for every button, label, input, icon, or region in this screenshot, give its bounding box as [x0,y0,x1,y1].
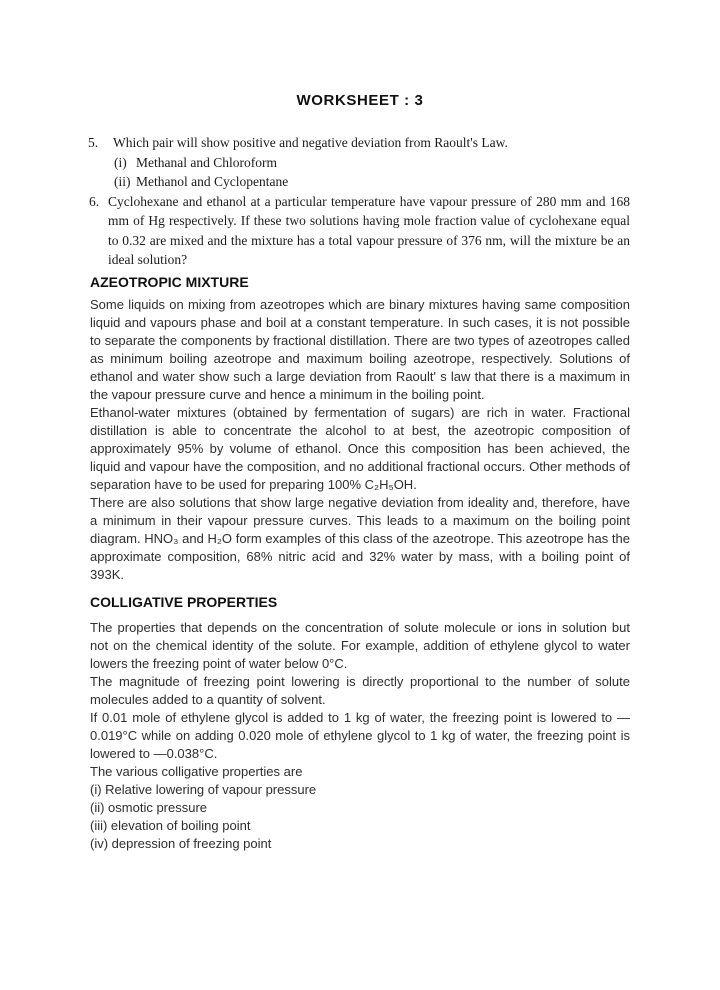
paragraph-ethylene-glycol-example: If 0.01 mole of ethylene glycol is added to 1 kg of water, the freezing point is lowered to —0.019°C while on adding 0.020 mole of ethylene glycol to 1 kg of water, the freezing point is lowered to —0.038°C. [90,709,630,761]
paragraph-ethanol-water: Ethanol-water mixtures (obtained by fermentation of sugars) are rich in water. Fractional distillation is able to concentrate the alcohol to at best, the azeotropic composition of approximately 95% by volume of ethanol. Once this composition has been achieved, the liquid and vapour have the composition, and no additional fractional occurs. Other methods of separation have to be used for preparing 100% C₂H₅OH. [90,404,630,492]
question-6-number: 6. [89,193,100,209]
colligative-list-item-1: (i) Relative lowering of vapour pressure [90,781,317,797]
paragraph-colligative-definition: The properties that depends on the concentration of solute molecule or ions in solution but not on the chemical identity of the solute. For example, addition of ethylene glycol to water lowers the freezing point of water below 0°C. [90,619,630,671]
question-5-subitem-ii [114,172,630,192]
paragraph-azeotrope-intro: Some liquids on mixing from azeotropes which are binary mixtures having same composition liquid and vapours phase and boil at a constant temperature. In such cases, it is not possible to separate the components by fractional distillation. There are two types of azeotropes called as minimum boiling azeotrope and maximum boiling azeotrope, respectively. Solutions of ethanol and water show such a large deviation from Raoult' s law that there is a maximum in the vapour pressure curve and hence a minimum in the boiling point. [90,296,630,402]
question-6-text: Cyclohexane and ethanol at a particular temperature have vapour pressure of 280 mm and 168 mm of Hg respectively. If these two solutions having mole fraction value of cyclohexane equal to 0.32 are mixed and the mixture has a total vapour pressure of 376 nm, will the mixture be an ideal solution? [108,193,630,267]
paragraph-freezing-point-magnitude: The magnitude of freezing point lowering is directly proportional to the number of solute molecules added to a quantity of solvent. [90,673,630,707]
colligative-list-item-2: (ii) osmotic pressure [90,799,208,815]
azeotropic-section-body [90,296,630,584]
questions-block [90,133,630,270]
paragraph-negative-deviation: There are also solutions that show large negative deviation from ideality and, therefore, have a minimum in their vapour pressure curves. This leads to a maximum on the boiling point diagram. HNO₃ and H₂O form examples of this class of the azeotrope. This azeotrope has the approximate composition, 68% nitric acid and 32% water by mass, with a boiling point of 393K. [90,494,630,582]
question-5-number: 5. [88,135,99,150]
subitem-ii-text: Methanol and Cyclopentane [136,174,289,189]
colligative-list-item-3: (iii) elevation of boiling point [90,817,251,833]
subitem-i-marker: (i) [114,154,127,170]
question-5-text: Which pair will show positive and negative deviation from Raoult's Law. [113,135,508,150]
question-5-subitem-i [114,153,630,173]
colligative-list-item-4: (iv) depression of freezing point [90,835,272,851]
subitem-ii-marker: (ii) [114,174,131,189]
section-heading-colligative-properties: COLLIGATIVE PROPERTIES [90,593,278,610]
question-5 [90,133,630,153]
question-6 [90,192,630,270]
section-heading-azeotropic-mixture: AZEOTROPIC MIXTURE [90,273,249,290]
subitem-i-text: Methanal and Chloroform [136,154,277,170]
page-title: WORKSHEET : 3 [296,92,424,109]
colligative-section-body [90,619,630,853]
colligative-list-intro: The various colligative properties are [90,763,303,779]
